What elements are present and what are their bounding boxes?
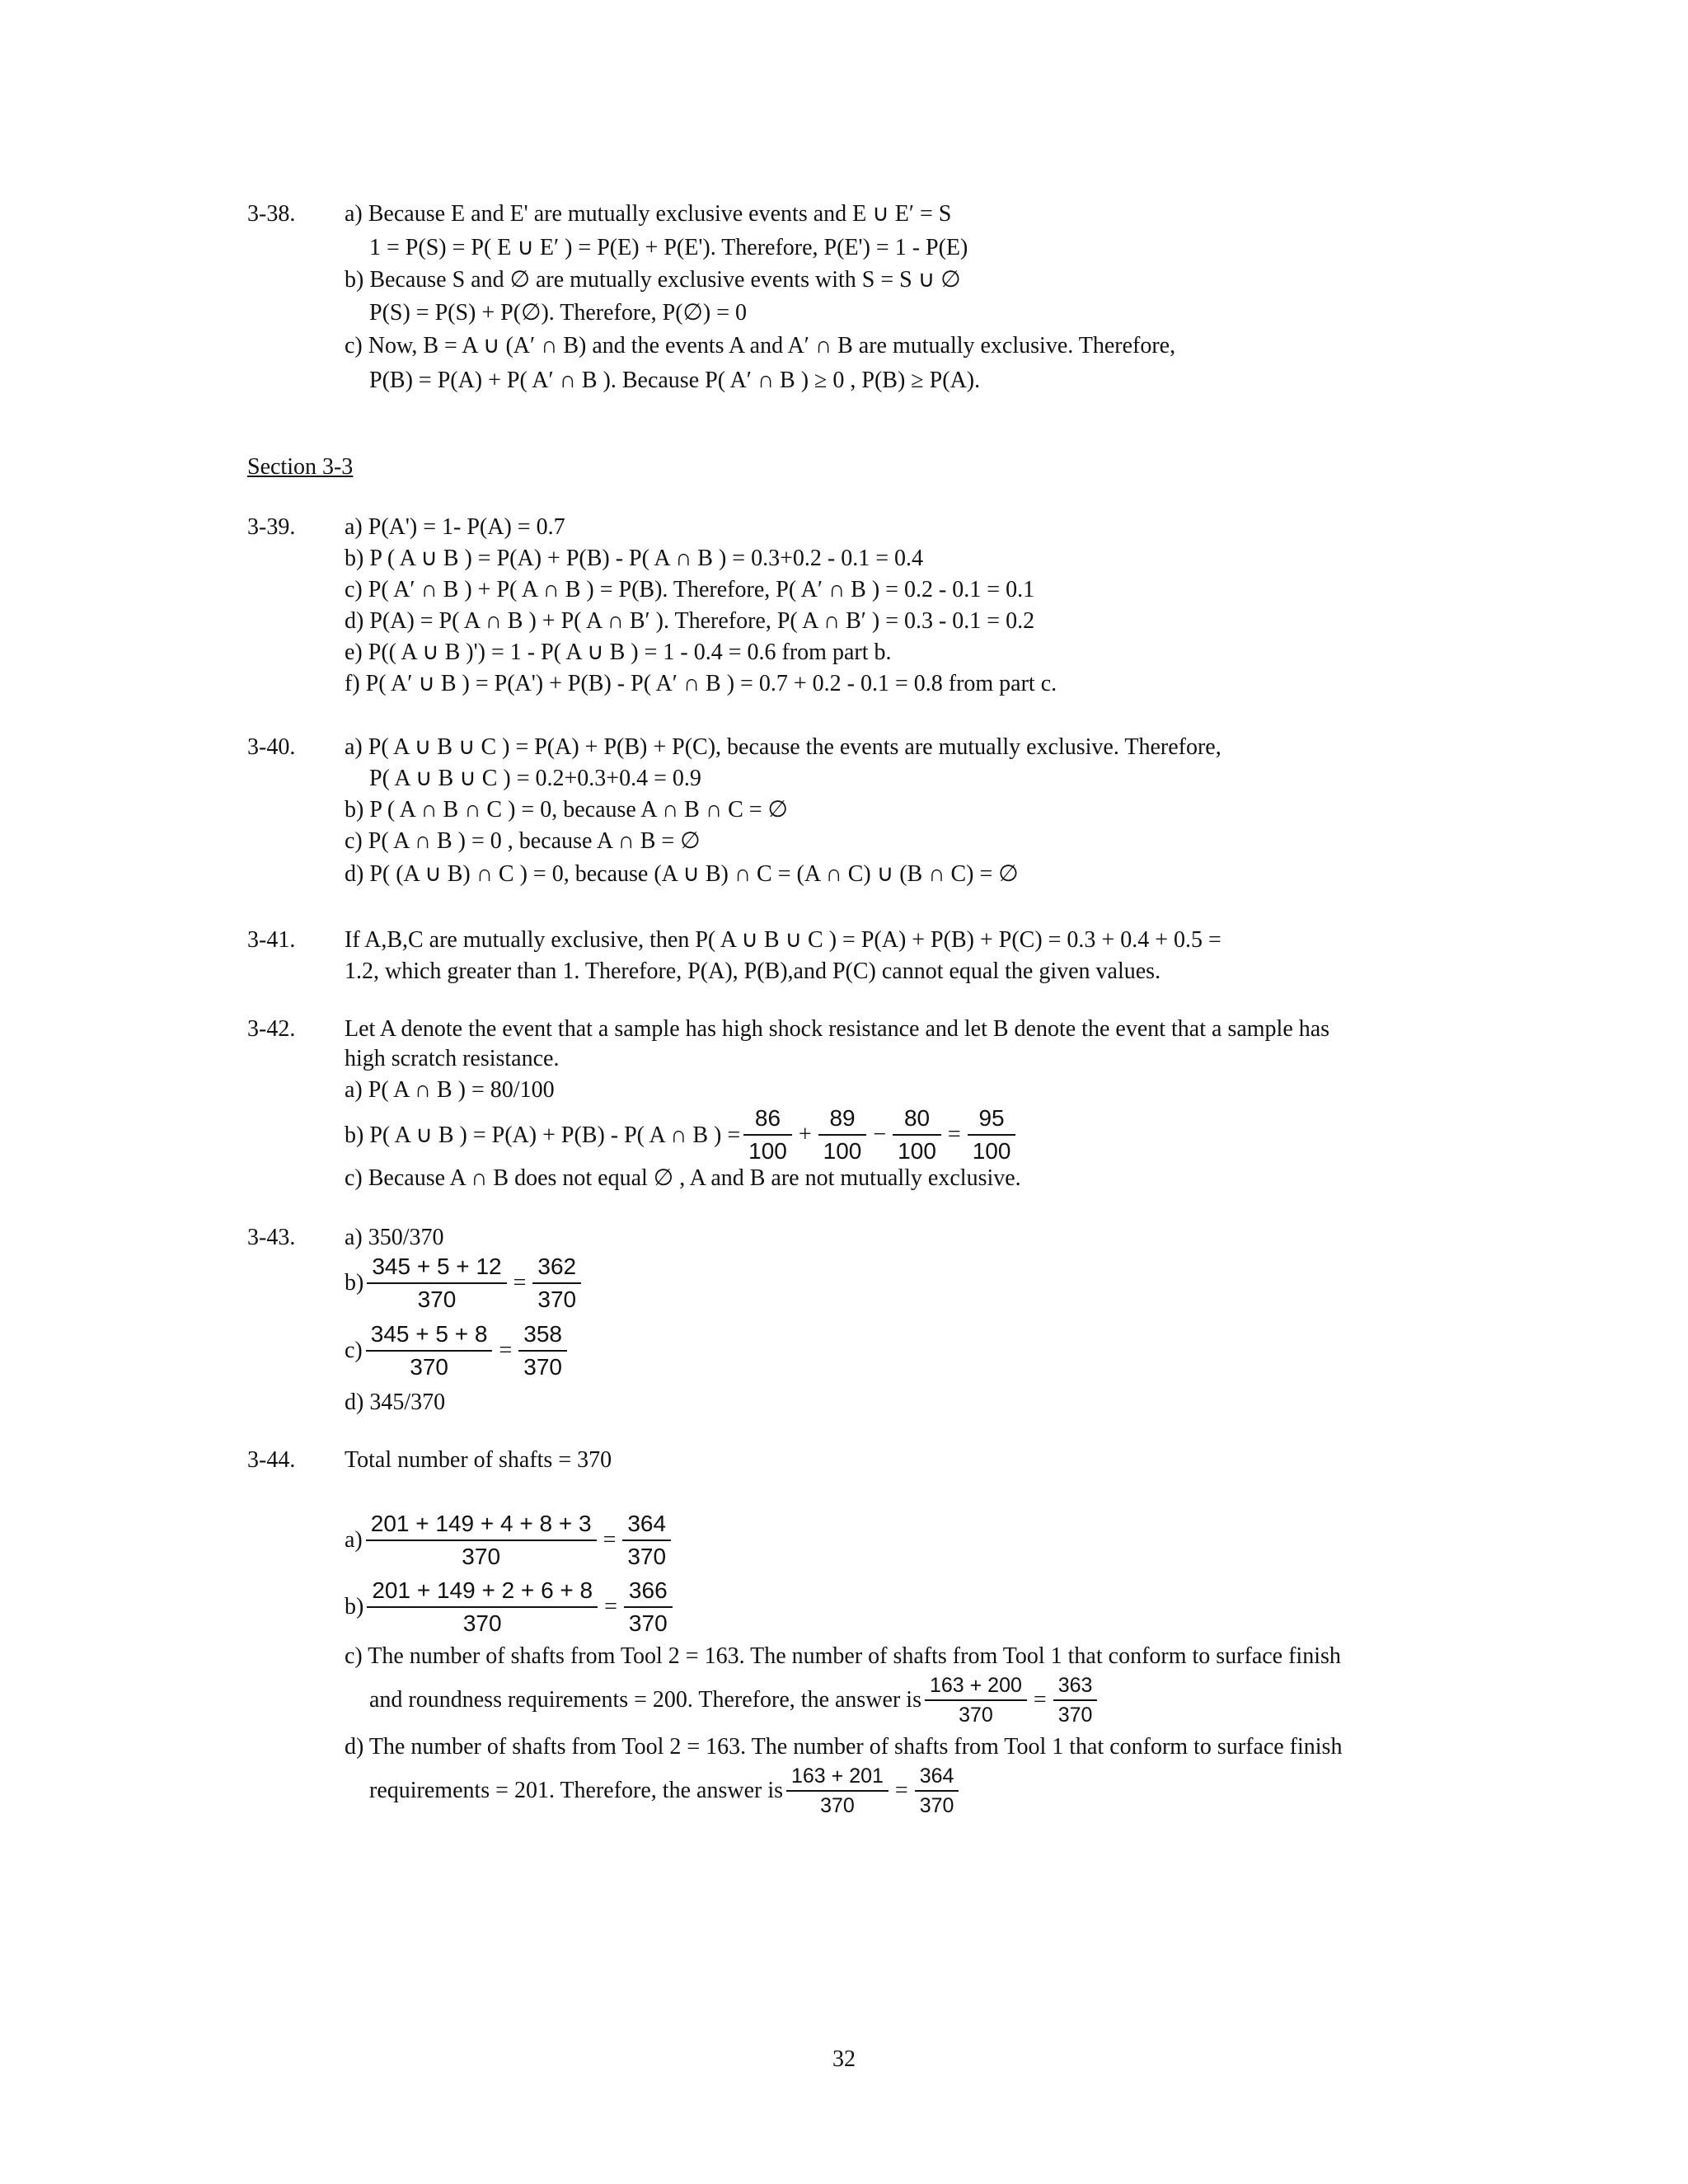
p44-c2-text: and roundness requirements = 200. Therefore, the answer is [369,1687,921,1713]
fraction [367,1253,506,1314]
numerator: 366 [624,1577,673,1608]
fraction [366,1320,493,1381]
numerator: 201 + 149 + 2 + 6 + 8 [367,1577,598,1608]
denominator: 370 [537,1286,577,1312]
p40-line-4: c) P( A ∩ B ) = 0 , because A ∩ B = ∅ [345,828,701,854]
denominator: 370 [410,1354,448,1380]
numerator: 95 [968,1104,1016,1136]
p39-line-2: b) P ( A ∪ B ) = P(A) + P(B) - P( A ∩ B ) = 0.3+0.2 - 0.1 = 0.4 [345,546,923,571]
p38-line-2: 1 = P(S) = P( E ∪ E′ ) = P(E) + P(E'). Therefore, P(E') = 1 - P(E) [369,235,968,260]
numerator: 201 + 149 + 4 + 8 + 3 [366,1510,597,1541]
p38-line-6: P(B) = P(A) + P( A′ ∩ B ). Because P( A′ ∩ B ) ≥ 0 , P(B) ≥ P(A). [369,368,981,393]
numerator: 86 [743,1104,792,1136]
p41-line-1: If A,B,C are mutually exclusive, then P( A ∪ B ∪ C ) = P(A) + P(B) + P(C) = 0.3 + 0.4 + 0.5 = [345,927,1221,953]
p38-line-3: b) Because S and ∅ are mutually exclusive events with S = S ∪ ∅ [345,267,961,293]
p38-line-5: c) Now, B = A ∪ (A′ ∩ B) and the events A and A′ ∩ B are mutually exclusive. Therefore, [345,333,1176,359]
problem-number-3-42: 3-42. [247,1016,296,1042]
denominator: 100 [748,1138,787,1164]
p44-line-c1: c) The number of shafts from Tool 2 = 163. The number of shafts from Tool 1 that conform to surface finish [345,1643,1341,1669]
denominator: 370 [820,1794,855,1817]
fraction [518,1320,567,1381]
p44-line-d2 [369,1764,962,1818]
fraction [743,1104,792,1165]
denominator: 370 [523,1354,562,1380]
problem-number-3-39: 3-39. [247,514,296,540]
fraction [968,1104,1016,1165]
equals-operator: = [499,1338,513,1363]
numerator: 364 [915,1764,959,1792]
p40-line-3: b) P ( A ∩ B ∩ C ) = 0, because A ∩ B ∩ C = ∅ [345,797,788,823]
numerator: 163 + 201 [786,1764,889,1792]
denominator: 370 [627,1544,667,1569]
p39-line-5: e) P(( A ∪ B )') = 1 - P( A ∪ B ) = 1 - 0.4 = 0.6 from part b. [345,640,892,665]
denominator: 370 [919,1794,954,1817]
fraction [915,1764,959,1818]
p39-line-4: d) P(A) = P( A ∩ B ) + P( A ∩ B′ ). Therefore, P( A ∩ B′ ) = 0.3 - 0.1 = 0.2 [345,608,1035,634]
p44-line-d1: d) The number of shafts from Tool 2 = 163. The number of shafts from Tool 1 that conform to surface finish [345,1734,1343,1760]
p43-line-d: d) 345/370 [345,1390,446,1415]
minus-operator: − [873,1122,887,1147]
fraction [532,1253,581,1314]
problem-number-3-41: 3-41. [247,927,296,953]
p44-line-b [345,1577,676,1638]
equals-operator: = [604,1594,617,1619]
problem-number-3-44: 3-44. [247,1447,296,1473]
fraction [367,1577,598,1638]
p40-line-1: a) P( A ∪ B ∪ C ) = P(A) + P(B) + P(C), because the events are mutually exclusive. Therefore, [345,734,1221,760]
page-number: 32 [832,2046,856,2072]
p43-line-b [345,1253,584,1314]
equals-operator: = [894,1778,908,1803]
plus-operator: + [798,1122,812,1147]
p42-line-2: high scratch resistance. [345,1046,560,1071]
p44-line-1: Total number of shafts = 370 [345,1447,612,1473]
fraction [624,1577,673,1638]
denominator: 100 [898,1138,936,1164]
numerator: 163 + 200 [925,1673,1027,1701]
label: b) [345,1594,364,1619]
p39-line-1: a) P(A') = 1- P(A) = 0.7 [345,514,565,540]
numerator: 345 + 5 + 12 [367,1253,506,1284]
p43-line-c [345,1320,570,1381]
section-heading: Section 3-3 [247,454,354,480]
numerator: 363 [1053,1673,1098,1701]
fraction [925,1673,1027,1727]
p43-line-a: a) 350/370 [345,1225,444,1250]
label: c) [345,1338,363,1363]
denominator: 370 [462,1610,502,1636]
equals-operator: = [603,1527,617,1553]
denominator: 370 [959,1704,993,1727]
denominator: 370 [462,1544,501,1569]
denominator: 100 [972,1138,1011,1164]
fraction [786,1764,889,1818]
numerator: 80 [893,1104,941,1136]
numerator: 345 + 5 + 8 [366,1320,493,1352]
p42-line-5: c) Because A ∩ B does not equal ∅ , A and B are not mutually exclusive. [345,1165,1021,1191]
label: b) [345,1270,364,1296]
p38-line-1: a) Because E and E' are mutually exclusive events and E ∪ E′ = S [345,201,952,227]
p39-line-6: f) P( A′ ∪ B ) = P(A') + P(B) - P( A′ ∩ B ) = 0.7 + 0.2 - 0.1 = 0.8 from part c. [345,671,1057,696]
denominator: 370 [1057,1704,1093,1727]
p44-line-c2 [369,1673,1100,1727]
numerator: 364 [622,1510,671,1541]
p42-line-b [345,1104,1019,1165]
p44-d2-text: requirements = 201. Therefore, the answer is [369,1778,783,1803]
equals-operator: = [1033,1687,1047,1713]
problem-number-3-43: 3-43. [247,1225,296,1250]
denominator: 370 [628,1610,668,1636]
numerator: 358 [518,1320,567,1352]
p41-line-2: 1.2, which greater than 1. Therefore, P(A), P(B),and P(C) cannot equal the given values. [345,958,1161,984]
label: a) [345,1527,363,1553]
equals-operator: = [947,1122,961,1147]
fraction [622,1510,671,1571]
p42-line-1: Let A denote the event that a sample has high shock resistance and let B denote the event that a sample has [345,1016,1330,1042]
denominator: 370 [417,1286,457,1312]
p38-line-4: P(S) = P(S) + P(∅). Therefore, P(∅) = 0 [369,300,748,326]
fraction [818,1104,867,1165]
p40-line-2: P( A ∪ B ∪ C ) = 0.2+0.3+0.4 = 0.9 [369,766,701,791]
fraction [893,1104,941,1165]
p39-line-3: c) P( A′ ∩ B ) + P( A ∩ B ) = P(B). Therefore, P( A′ ∩ B ) = 0.2 - 0.1 = 0.1 [345,577,1035,602]
fraction [366,1510,597,1571]
equals-operator: = [513,1270,527,1296]
fraction [1053,1673,1098,1727]
problem-number-3-40: 3-40. [247,734,296,760]
numerator: 362 [532,1253,581,1284]
problem-number-3-38: 3-38. [247,201,296,227]
p40-line-5: d) P( (A ∪ B) ∩ C ) = 0, because (A ∪ B) ∩ C = (A ∩ C) ∪ (B ∩ C) = ∅ [345,861,1019,887]
p42-line-3: a) P( A ∩ B ) = 80/100 [345,1077,555,1103]
p44-line-a [345,1510,674,1571]
p42-b-text: b) P( A ∪ B ) = P(A) + P(B) - P( A ∩ B ) = [345,1122,741,1148]
numerator: 89 [818,1104,867,1136]
denominator: 100 [823,1138,862,1164]
